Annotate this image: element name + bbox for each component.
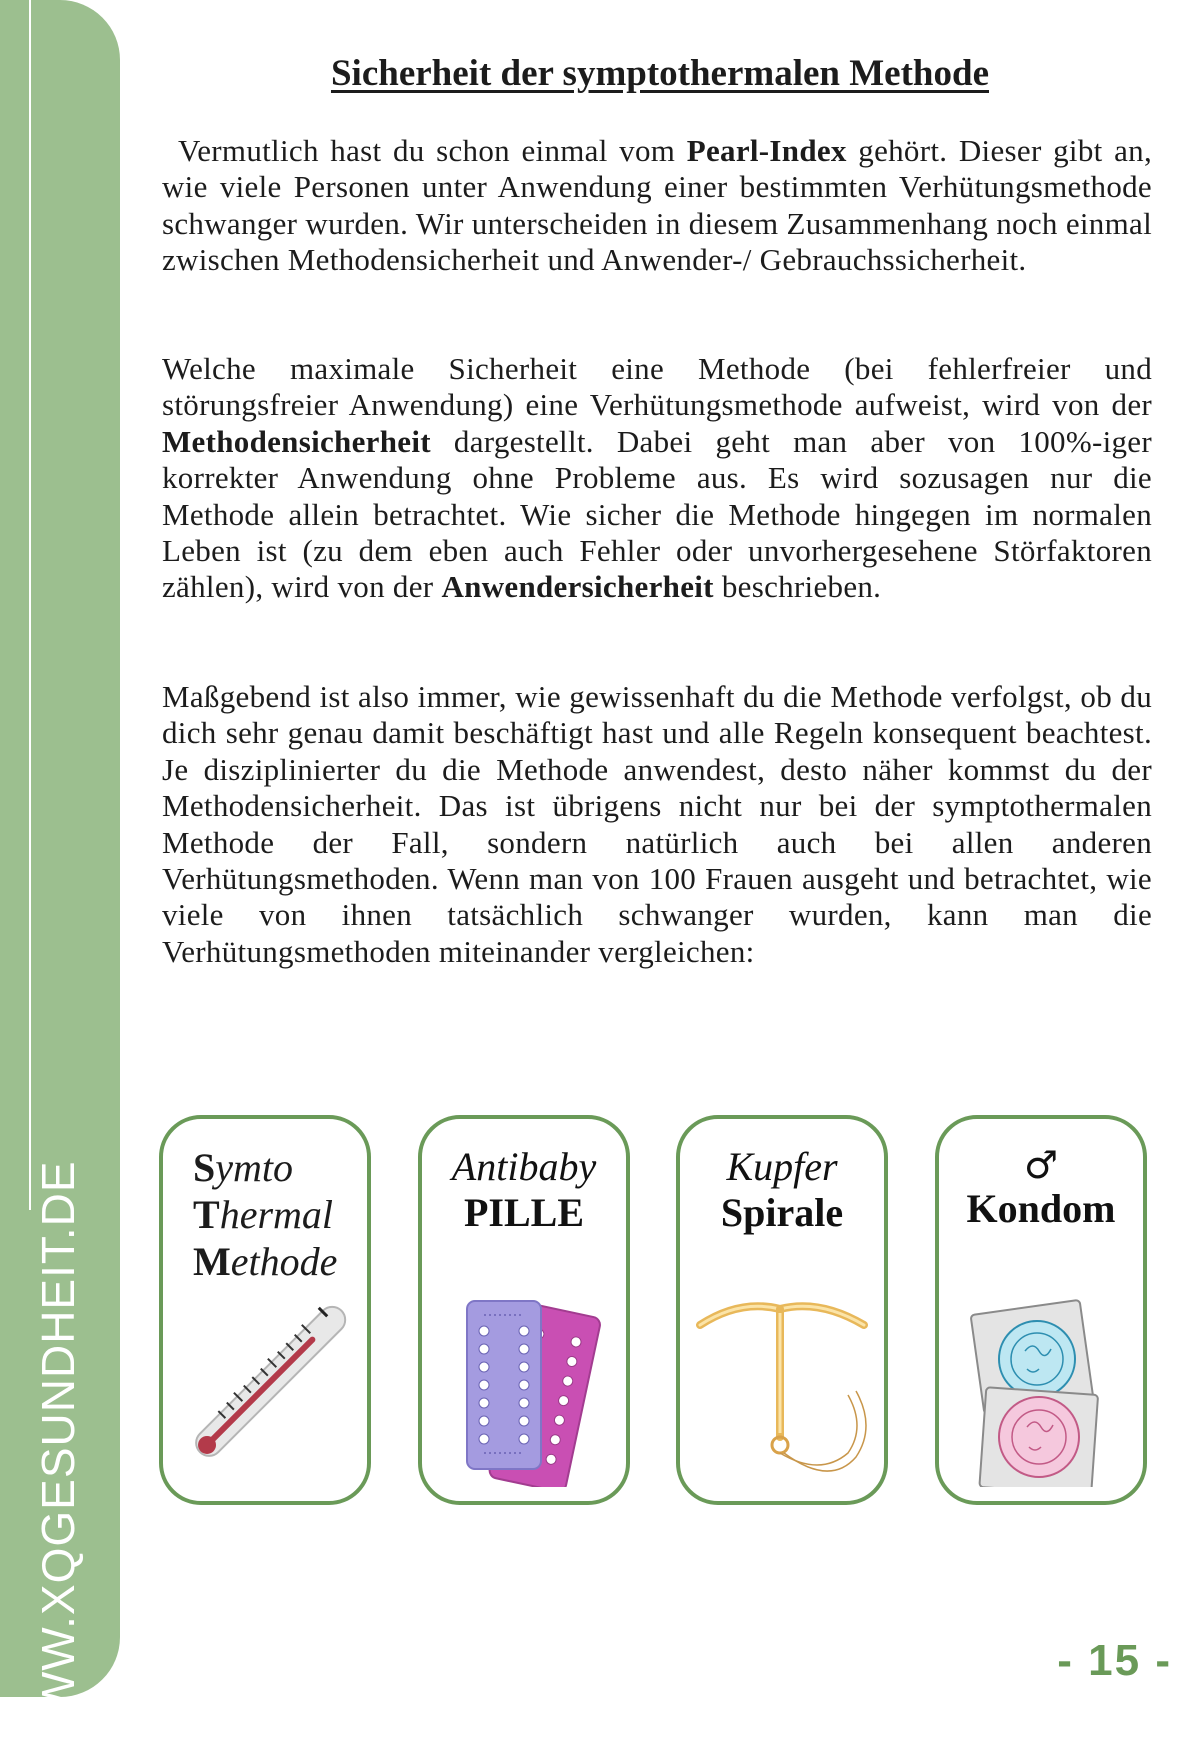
card-title-line: Kondom	[966, 1186, 1116, 1231]
initial: M	[193, 1239, 231, 1284]
card-title-line	[193, 1144, 337, 1191]
text-span: Vermutlich hast du schon einmal vom	[178, 133, 687, 168]
term-pearl-index: Pearl-Index	[686, 133, 847, 168]
condom-icon	[939, 1287, 1143, 1487]
card-title-line: Antibaby	[451, 1144, 597, 1189]
thermometer-icon	[163, 1287, 367, 1487]
card-title-line: PILLE	[463, 1190, 585, 1235]
paragraph-method-safety	[162, 351, 1152, 606]
sidebar-divider	[29, 0, 31, 1210]
term-anwendersicherheit: Anwendersicherheit	[441, 569, 714, 605]
sidebar	[0, 0, 120, 1760]
website-url: WWW.XQGESUNDHEIT.DE	[32, 1160, 84, 1760]
pill-pack-icon	[422, 1287, 626, 1487]
initial: S	[193, 1145, 216, 1190]
card-condom	[935, 1115, 1147, 1505]
card-title	[939, 1144, 1143, 1232]
male-symbol-icon: ♂	[1023, 1143, 1059, 1187]
paragraph-comparison	[162, 679, 1152, 970]
card-title	[680, 1144, 884, 1236]
copper-iud-icon	[680, 1287, 884, 1487]
page-number: - 15 -	[1057, 1636, 1172, 1685]
card-copper-iud	[676, 1115, 888, 1505]
card-title-line	[193, 1238, 337, 1285]
word-rest: ethode	[230, 1239, 338, 1284]
page-title: Sicherheit der symptothermalen Methode	[330, 53, 989, 94]
card-title-line: Kupfer	[726, 1144, 838, 1189]
term-methodensicherheit: Methodensicherheit	[162, 423, 431, 459]
word-rest: hermal	[219, 1192, 334, 1237]
card-title-line	[193, 1191, 337, 1238]
text-span: gehört. Dieser gibt an, wie viele Personen unter Anwendung einer bestimmten Verhütungsmethode schwanger wurden. Wir unterscheiden in diesem Zusammenhang noch einmal zwischen Methodensicherheit und Anwender-/ Gebrauchssicherheit.	[162, 133, 1152, 278]
card-title	[193, 1144, 337, 1285]
text-span: Maßgebend ist also immer, wie gewissenhaft du die Methode verfolgst, ob du dich sehr genau damit beschäftigt hast und alle Regeln konsequent beachtest. Je disziplinierter du die Methode anwendest, desto näher kommst du der Methodensicherheit. Das ist übrigens nicht nur bei der symptothermalen Methode der Fall, sondern natürlich auch bei allen anderen Verhütungsmethoden. Wenn man von 100 Frauen ausgeht und betrachtet, wie viele von ihnen tatsächlich schwanger wurden, kann man die Verhütungsmethoden miteinander vergleichen:	[162, 679, 1152, 969]
card-title-line: Spirale	[720, 1190, 844, 1235]
card-antibaby-pill	[418, 1115, 630, 1505]
text-span: dargestellt. Dabei geht man aber von 100%-iger korrekter Anwendung ohne Probleme aus. Es wird sozusagen nur die Methode allein betrachtet. Wie sicher die Methode hingegen im normalen Leben ist (zu dem eben auch Fehler oder unvorhergesehene Störfaktoren zählen), wird von der	[162, 423, 1152, 605]
paragraph-pearl-index	[162, 133, 1152, 279]
initial: T	[193, 1192, 220, 1237]
card-title	[422, 1144, 626, 1236]
card-symptothermal	[159, 1115, 371, 1505]
word-rest: ymto	[215, 1145, 294, 1190]
text-span: beschrieben.	[713, 569, 882, 605]
text-span: Welche maximale Sicherheit eine Methode (bei fehlerfreier und störungsfreier Anwendung) eine Verhütungsmethode aufweist, wird von der	[162, 351, 1152, 423]
